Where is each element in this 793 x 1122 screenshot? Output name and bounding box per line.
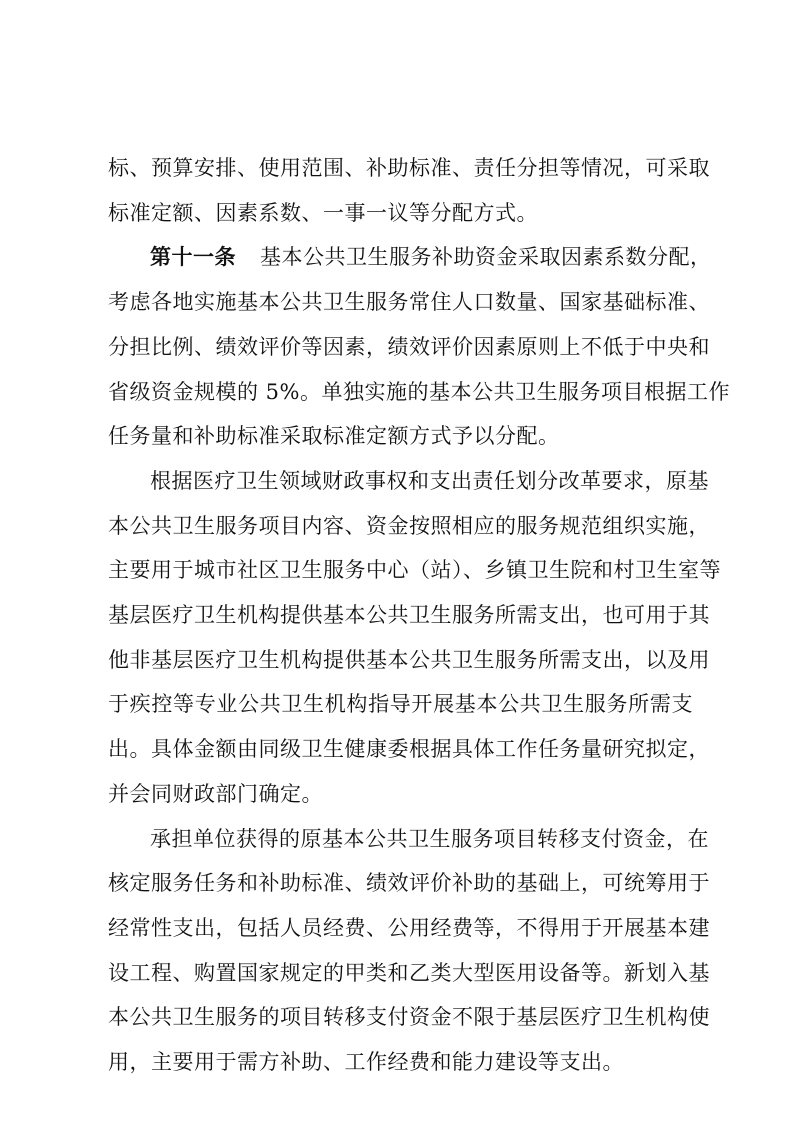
text-line: 根据医疗卫生领域财政事权和支出责任划分改革要求，原基	[150, 469, 709, 493]
text-line: 考虑各地实施基本公共卫生服务常住人口数量、国家基础标准、	[108, 290, 710, 314]
text-line: 省级资金规模的 5%。单独实施的基本公共卫生服务项目根据工作	[108, 380, 730, 404]
text-line: 核定服务任务和补助标准、绩效评价补助的基础上，可统筹用于	[108, 871, 710, 895]
text-line: 基层医疗卫生机构提供基本公共卫生服务所需支出，也可用于其	[108, 603, 710, 627]
text-line: 于疾控等专业公共卫生机构指导开展基本公共卫生服务所需支	[108, 692, 693, 716]
text-line: 经常性支出，包括人员经费、公用经费等，不得用于开展基本建	[108, 916, 710, 940]
text-line: 本公共卫生服务项目内容、资金按照相应的服务规范组织实施，	[108, 514, 710, 538]
text-line: 标、预算安排、使用范围、补助标准、责任分担等情况，可采取	[108, 156, 710, 180]
article-eleven-line	[150, 242, 712, 272]
text-line: 主要用于城市社区卫生服务中心（站）、乡镇卫生院和村卫生室等	[108, 558, 721, 582]
text-line: 用，主要用于需方补助、工作经费和能力建设等支出。	[108, 1050, 624, 1074]
text-line: 本公共卫生服务的项目转移支付资金不限于基层医疗卫生机构使	[108, 1005, 710, 1029]
text-line: 标准定额、因素系数、一事一议等分配方式。	[108, 201, 538, 225]
text-line: 任务量和补助标准采取标准定额方式予以分配。	[108, 424, 560, 448]
text-line: 他非基层医疗卫生机构提供基本公共卫生服务所需支出，以及用	[108, 648, 710, 672]
text-line: 出。具体金额由同级卫生健康委根据具体工作任务量研究拟定，	[108, 737, 710, 761]
article-heading: 第十一条	[150, 245, 236, 269]
text-line: 并会同财政部门确定。	[108, 782, 323, 806]
text-line: 设工程、购置国家规定的甲类和乙类大型医用设备等。新划入基	[108, 961, 710, 985]
text-line: 分担比例、绩效评价等因素，绩效评价因素原则上不低于中央和	[108, 335, 710, 359]
text-line: 承担单位获得的原基本公共卫生服务项目转移支付资金，在	[150, 827, 709, 851]
article-text: 基本公共卫生服务补助资金采取因素系数分配，	[260, 245, 712, 269]
